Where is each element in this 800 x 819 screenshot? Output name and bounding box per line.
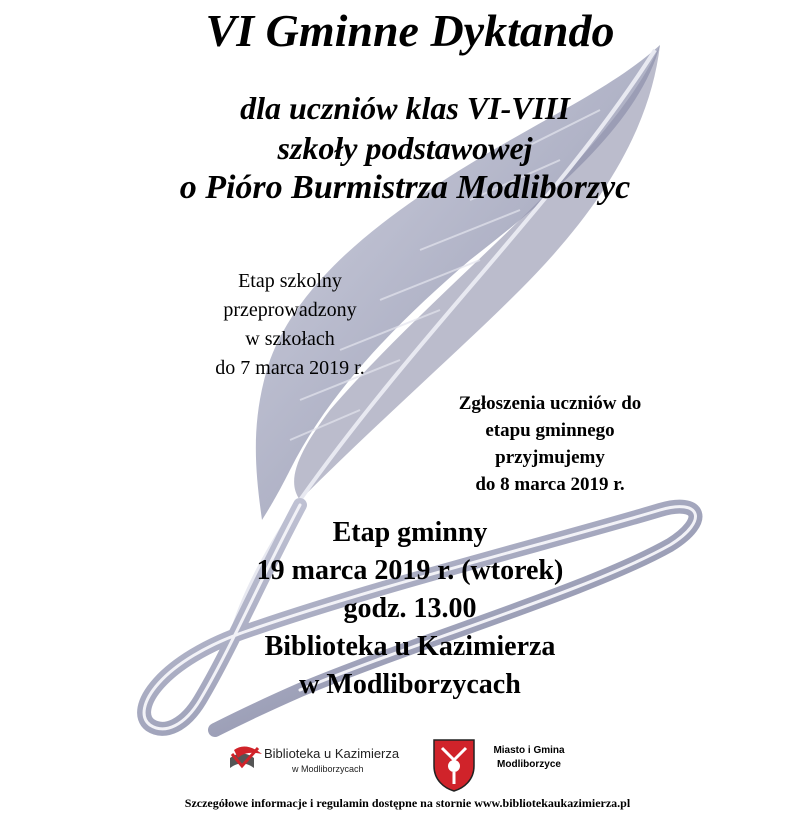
town-name-line-2: Modliborzyce <box>497 759 561 770</box>
municipal-stage-line-3: godz. 13.00 <box>343 593 477 624</box>
town-name <box>484 744 574 772</box>
subtitle <box>0 88 800 208</box>
subtitle-line-2: szkoły podstawowej <box>277 130 533 166</box>
subtitle-line-1: dla uczniów klas VI-VIII <box>240 90 570 126</box>
municipal-stage-info <box>180 514 640 704</box>
municipal-stage-line-2: 19 marca 2019 r. (wtorek) <box>256 555 564 586</box>
poster-title: VI Gminne Dyktando <box>205 5 615 56</box>
coat-of-arms-icon <box>432 738 476 792</box>
applications-info <box>425 390 675 498</box>
library-name: Biblioteka u Kazimierza <box>264 746 400 761</box>
footer-url-link[interactable]: www.bibliotekaukazimierza.pl <box>474 796 631 810</box>
library-place: w Modliborzycach <box>292 764 364 774</box>
subtitle-line-3: o Pióro Burmistrza Modliborzyc <box>179 169 631 206</box>
applications-line-3: przyjmujemy <box>495 447 605 468</box>
applications-line-1: Zgłoszenia uczniów do <box>458 393 642 414</box>
school-stage-line-2: przeprowadzony <box>223 299 357 321</box>
library-logo <box>228 744 418 782</box>
school-stage-line-4: do 7 marca 2019 r. <box>215 357 365 379</box>
footer-text: Szczegółowe informacje i regulamin dostępne na stornie <box>184 796 472 810</box>
applications-line-4: do 8 marca 2019 r. <box>475 474 625 495</box>
municipal-stage-line-1: Etap gminny <box>332 517 488 548</box>
applications-line-2: etapu gminnego <box>485 420 615 441</box>
municipal-stage-line-4: Biblioteka u Kazimierza <box>264 631 556 662</box>
school-stage-line-3: w szkołach <box>245 328 335 350</box>
library-book-icon <box>228 744 264 774</box>
footer-note <box>0 796 800 811</box>
municipal-stage-line-5: w Modliborzycach <box>299 669 521 700</box>
school-stage-info <box>180 267 400 383</box>
town-name-line-1: Miasto i Gmina <box>493 745 565 756</box>
school-stage-line-1: Etap szkolny <box>238 270 342 292</box>
town-logo <box>432 738 592 792</box>
